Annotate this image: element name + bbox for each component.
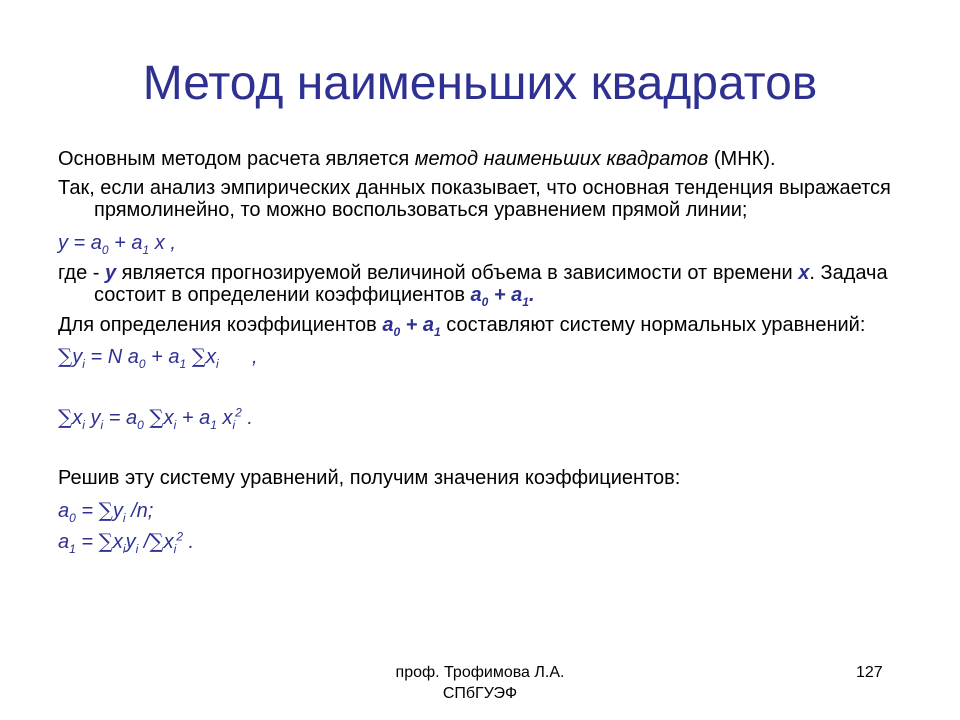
equation-normal-1: $\sum y_i = N$ $a_0 + a_1$ $\sum x_i$ , [58, 344, 258, 371]
sigma-icon: ∑ [149, 529, 164, 553]
paragraph-trend: Так, если анализ эмпирических данных показывает, что основная тенденция выражается прямолинейно, то можно воспользоваться уравнением прямой линии; [58, 177, 891, 221]
paragraph-system: Для определения коэффициентов $a_0 + a_1$ составляют систему нормальных уравнений: [58, 314, 866, 339]
paragraph-mnk-intro: Основным методом расчета является метод наименьших квадратов (МНК). [58, 148, 776, 170]
equation-normal-2: $\sum x_i$ $y_i = a_0$ $\sum x_i + a_1$ $x_i^2$ . [58, 405, 253, 432]
sigma-icon: ∑ [58, 405, 73, 429]
equation-a0: $a_0 = \sum y_i$ /n; [58, 498, 154, 525]
paragraph-solution: Решив эту систему уравнений, получим значения коэффициентов: [58, 467, 681, 489]
page-title: Метод наименьших квадратов [142, 57, 818, 110]
equation-line: $y = a_0 + a_1$ x , [58, 232, 176, 257]
emphasis-method: метод наименьших квадратов [414, 148, 709, 170]
paragraph-where: где - y является прогнозируемой величиной объема в зависимости от времени x. Задача состоит в определении коэффициентов $a_0 + a_1$. [58, 262, 888, 309]
footer-line-2: СПбГУЭФ [442, 685, 518, 702]
sigma-icon: ∑ [98, 498, 113, 522]
footer-author [360, 662, 600, 704]
equation-a1: $a_1 = \sum x_iy_i$ $/\sum x_i^2$ . [58, 529, 195, 556]
sigma-icon: ∑ [58, 344, 73, 368]
sigma-icon: ∑ [191, 344, 207, 368]
sigma-icon: ∑ [98, 529, 113, 553]
sigma-icon: ∑ [149, 405, 164, 429]
slide-body [58, 148, 908, 556]
footer-line-1: проф. Трофимова Л.А. [395, 664, 565, 681]
page-number: 127 [856, 664, 883, 681]
